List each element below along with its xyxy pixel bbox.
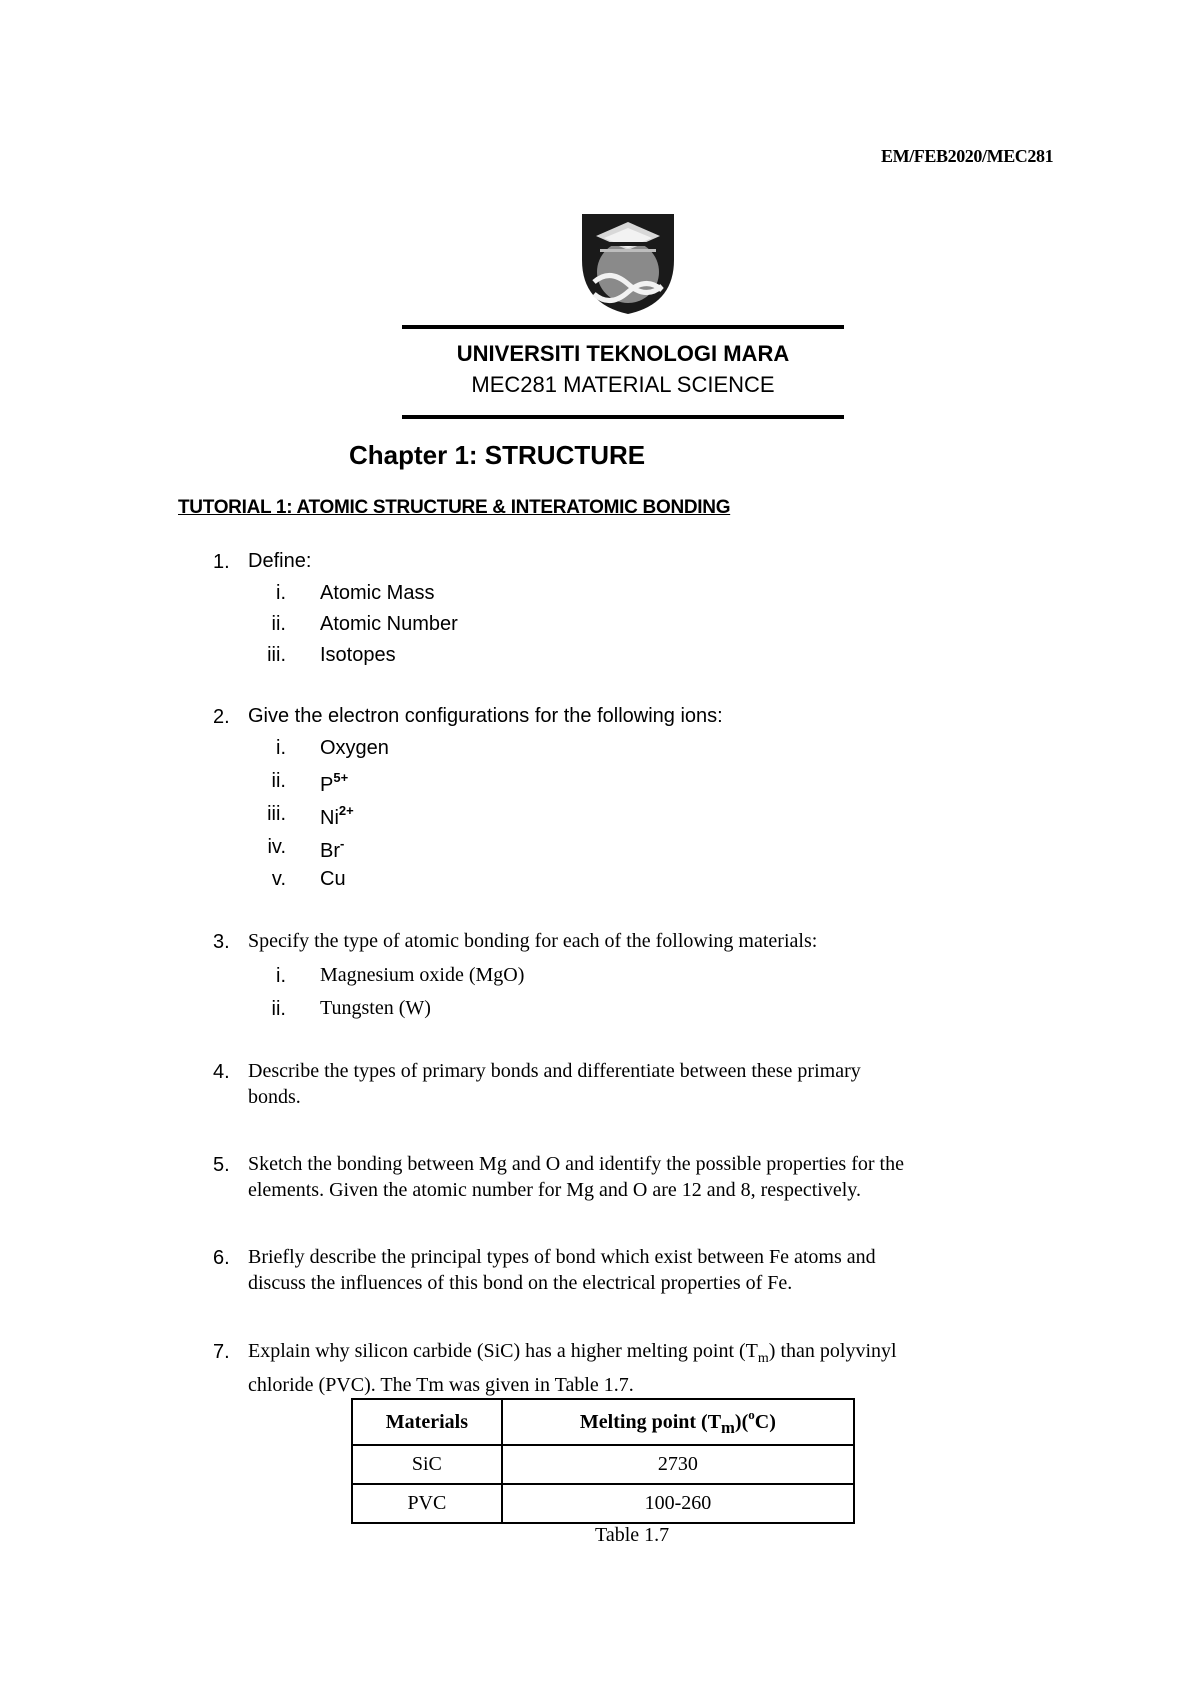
table-header-row xyxy=(352,1399,854,1445)
sub-item-number: iii. xyxy=(267,644,286,666)
ion-p5plus xyxy=(320,770,348,797)
subscript: m xyxy=(721,1417,735,1437)
table-row xyxy=(352,1484,854,1523)
ion-symbol: Ni xyxy=(320,807,339,829)
material-cell: SiC xyxy=(352,1445,502,1484)
header-materials: Materials xyxy=(352,1399,502,1445)
sub-item-number: ii. xyxy=(271,998,286,1020)
superscript: o xyxy=(748,1406,755,1422)
question-line: bonds. xyxy=(248,1086,301,1108)
question-number: 6. xyxy=(213,1247,230,1269)
question-line: elements. Given the atomic number for Mg and O are 12 and 8, respectively. xyxy=(248,1179,861,1201)
ion-symbol: P xyxy=(320,774,334,796)
question-line: Briefly describe the principal types of bond which exist between Fe atoms and xyxy=(248,1246,876,1268)
ion-br-minus xyxy=(320,836,344,863)
subscript: m xyxy=(757,1351,769,1366)
melting-point-cell: 100-260 xyxy=(502,1484,854,1523)
question-number: 5. xyxy=(213,1154,230,1176)
question-text: Specify the type of atomic bonding for each of the following materials: xyxy=(248,930,818,952)
question-number: 4. xyxy=(213,1061,230,1083)
question-line: chloride (PVC). The Tm was given in Table 1.7. xyxy=(248,1374,634,1396)
question-number: 1. xyxy=(213,551,230,573)
sub-item-text: Atomic Mass xyxy=(320,582,435,604)
question-line: Describe the types of primary bonds and differentiate between these primary xyxy=(248,1060,861,1082)
header-melting-point xyxy=(502,1399,854,1445)
sub-item-text: Magnesium oxide (MgO) xyxy=(320,964,525,986)
ion-charge: - xyxy=(340,836,345,851)
bottom-rule xyxy=(402,415,844,419)
sub-item-text: Isotopes xyxy=(320,644,396,666)
sub-item-number: v. xyxy=(271,868,286,890)
question-line-part: Explain why silicon carbide (SiC) has a higher melting point (T xyxy=(248,1340,758,1362)
question-text: Define: xyxy=(248,550,312,572)
ion-charge: 2+ xyxy=(338,803,354,818)
document-code: EM/FEB2020/MEC281 xyxy=(881,146,1054,166)
question-text xyxy=(248,1151,904,1203)
sub-item-number: iv. xyxy=(267,836,286,858)
question-line: Sketch the bonding between Mg and O and identify the possible properties for the xyxy=(248,1153,904,1175)
material-cell: PVC xyxy=(352,1484,502,1523)
sub-item-number: iii. xyxy=(267,803,286,825)
sub-item-text: Atomic Number xyxy=(320,613,458,635)
sub-item-text: Tungsten (W) xyxy=(320,997,431,1019)
sub-item-text: Oxygen xyxy=(320,737,389,759)
sub-item-number: i. xyxy=(276,737,286,759)
university-logo xyxy=(580,214,676,314)
question-text xyxy=(248,1338,897,1398)
sub-item-number: i. xyxy=(276,582,286,604)
table-caption: Table 1.7 xyxy=(595,1524,670,1546)
melting-point-cell: 2730 xyxy=(502,1445,854,1484)
chapter-title: Chapter 1: STRUCTURE xyxy=(349,440,646,470)
question-line xyxy=(248,1338,897,1372)
sub-item-number: ii. xyxy=(271,770,286,792)
question-text xyxy=(248,1244,876,1296)
top-rule xyxy=(402,325,844,329)
ion-ni2plus xyxy=(320,803,354,830)
course-name: MEC281 MATERIAL SCIENCE xyxy=(471,372,775,397)
question-number: 2. xyxy=(213,706,230,728)
tutorial-title: TUTORIAL 1: ATOMIC STRUCTURE & INTERATOMIC BONDING xyxy=(178,497,731,518)
question-line-part: ) than polyvinyl xyxy=(768,1340,897,1362)
question-line: discuss the influences of this bond on the electrical properties of Fe. xyxy=(248,1272,793,1294)
ion-charge: 5+ xyxy=(333,770,349,785)
ion-symbol: Br xyxy=(320,840,340,862)
sub-item-number: i. xyxy=(276,965,286,987)
header-part: Melting point (T xyxy=(579,1410,722,1433)
header-part: C) xyxy=(754,1410,776,1433)
university-name: UNIVERSITI TEKNOLOGI MARA xyxy=(456,341,790,366)
sub-item-text: Cu xyxy=(320,868,346,890)
header-part: )( xyxy=(734,1410,749,1433)
table-row xyxy=(352,1445,854,1484)
question-text xyxy=(248,1058,861,1110)
question-number: 3. xyxy=(213,931,230,953)
question-text: Give the electron configurations for the following ions: xyxy=(248,705,723,727)
question-number: 7. xyxy=(213,1341,230,1363)
melting-point-table xyxy=(351,1398,855,1524)
sub-item-number: ii. xyxy=(271,613,286,635)
